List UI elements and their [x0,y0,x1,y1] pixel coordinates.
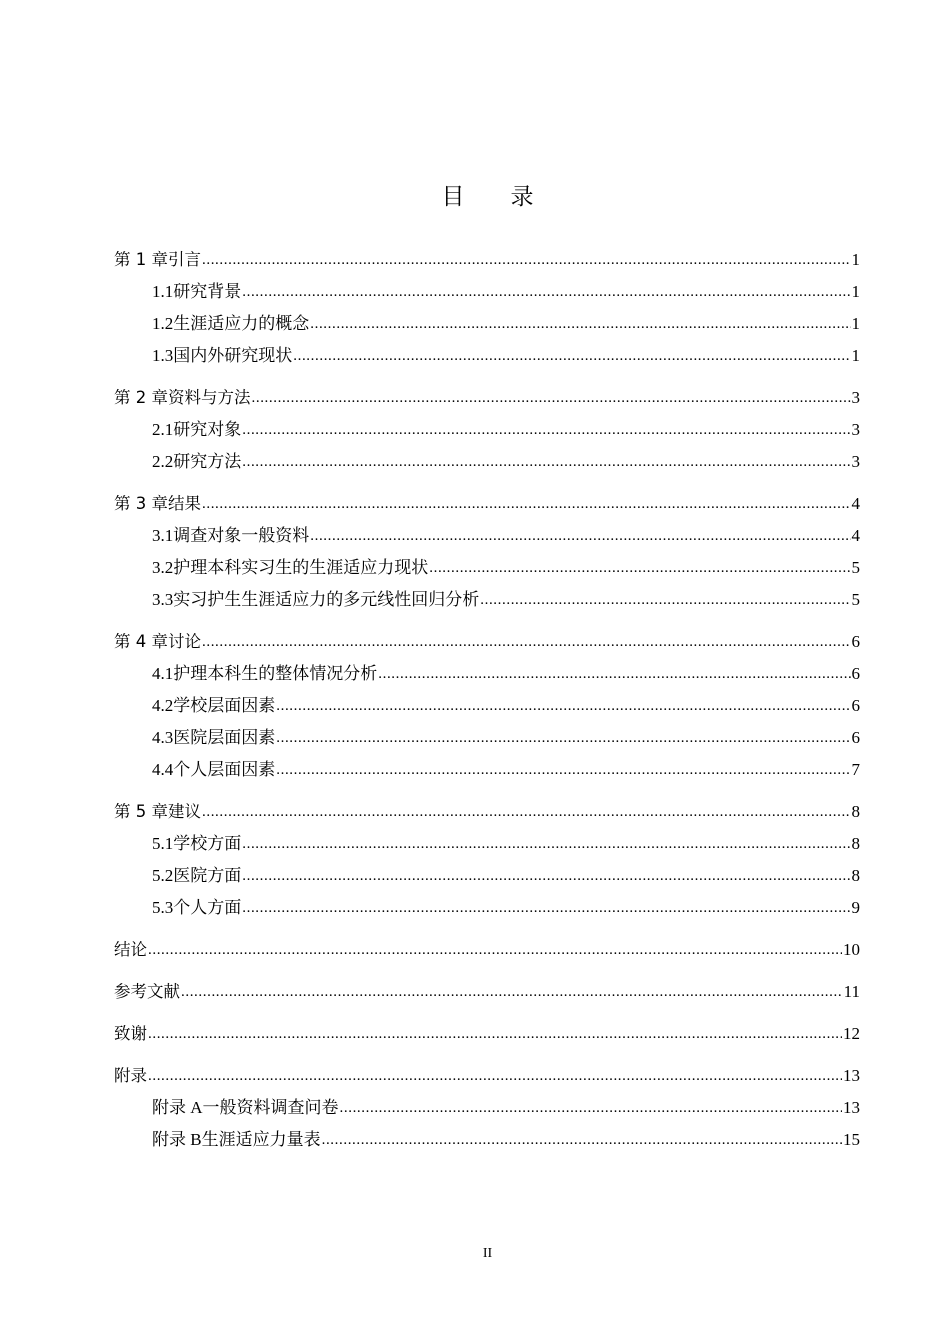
toc-section-entry[interactable] [114,690,860,722]
toc-entry-label: 引言 [168,250,201,269]
toc-entry-page-number: 7 [851,760,860,779]
toc-entry-number: 5.3 [152,898,174,917]
toc-entry-number: 附录 B [152,1130,202,1149]
dot-leader [276,722,850,754]
toc-entry-page-number: 4 [851,494,860,513]
toc-entry-number: 4.3 [152,728,174,747]
dot-leader [429,552,850,584]
toc-entry-label: 生涯适应力量表 [201,1130,321,1149]
dot-leader [148,934,842,966]
toc-entry-label: 医院方面 [173,866,242,885]
toc-section-entry[interactable] [114,520,860,552]
dot-leader [181,976,843,1008]
toc-entry-page-number: 13 [843,1066,860,1085]
title-char-2: 录 [510,184,534,209]
toc-section-entry[interactable] [114,552,860,584]
toc-entry-label: 结论 [114,940,147,959]
toc-entry-page-number: 5 [851,558,860,577]
toc-entry-number: 4.1 [152,664,174,683]
toc-entry-label: 一般资料调查问卷 [202,1098,339,1117]
page-title [0,178,950,211]
dot-leader [202,244,851,276]
dot-leader [293,340,850,372]
toc-entry-number: 3.1 [152,526,174,545]
dot-leader [480,584,850,616]
title-char-1: 目 [441,184,465,209]
dot-leader [202,488,851,520]
toc-entry-page-number: 1 [851,314,860,333]
toc-entry-number: 第 2 章 [114,388,168,407]
toc-section-entry[interactable] [114,658,860,690]
toc-entry-page-number: 15 [843,1130,860,1149]
toc-entry-label: 个人层面因素 [173,760,276,779]
toc-section-entry[interactable] [114,584,860,616]
toc-entry-page-number: 1 [851,282,860,301]
toc-section-entry[interactable] [114,1124,860,1156]
toc-entry-page-number: 8 [851,834,860,853]
toc-entry-number: 2.2 [152,452,174,471]
toc-entry-label: 讨论 [168,632,201,651]
toc-entry-page-number: 10 [843,940,860,959]
toc-entry-number: 1.1 [152,282,174,301]
toc-entry-label: 建议 [168,802,201,821]
toc-chapter-entry[interactable] [114,626,860,658]
toc-entry-label: 研究方法 [173,452,242,471]
toc-entry-number: 2.1 [152,420,174,439]
dot-leader [242,860,850,892]
table-of-contents [114,244,860,1156]
toc-entry-label: 调查对象一般资料 [173,526,310,545]
toc-entry-label: 护理本科生的整体情况分析 [173,664,378,683]
dot-leader [252,382,851,414]
toc-entry-page-number: 9 [851,898,860,917]
toc-chapter-entry[interactable] [114,382,860,414]
toc-entry-label: 结果 [168,494,201,513]
toc-entry-label: 护理本科实习生的生涯适应力现状 [173,558,429,577]
toc-section-entry[interactable] [114,414,860,446]
toc-entry-label: 个人方面 [173,898,242,917]
toc-entry-label: 参考文献 [114,982,180,1001]
toc-entry-label: 学校层面因素 [173,696,276,715]
toc-entry-label: 实习护生生涯适应力的多元线性回归分析 [173,590,480,609]
toc-chapter-entry[interactable] [114,1060,860,1092]
toc-entry-number: 附录 A [152,1098,203,1117]
dot-leader [276,754,850,786]
toc-entry-number: 4.4 [152,760,174,779]
toc-chapter-entry[interactable] [114,1018,860,1050]
toc-entry-label: 致谢 [114,1024,147,1043]
toc-section-entry[interactable] [114,892,860,924]
toc-entry-page-number: 4 [851,526,860,545]
toc-section-entry[interactable] [114,722,860,754]
toc-entry-page-number: 13 [843,1098,860,1117]
toc-section-entry[interactable] [114,446,860,478]
toc-entry-label: 国内外研究现状 [173,346,293,365]
toc-entry-number: 第 3 章 [114,494,168,513]
toc-entry-page-number: 11 [843,982,860,1001]
toc-section-entry[interactable] [114,828,860,860]
toc-entry-label: 学校方面 [173,834,242,853]
dot-leader [322,1124,842,1156]
toc-entry-label: 生涯适应力的概念 [173,314,310,333]
toc-section-entry[interactable] [114,340,860,372]
toc-entry-page-number: 6 [851,696,860,715]
toc-entry-label: 研究对象 [173,420,242,439]
toc-section-entry[interactable] [114,276,860,308]
dot-leader [310,520,850,552]
dot-leader [148,1060,842,1092]
toc-entry-page-number: 6 [851,632,860,651]
dot-leader [242,276,850,308]
toc-entry-number: 1.3 [152,346,174,365]
toc-entry-label: 资料与方法 [168,388,251,407]
toc-entry-label: 研究背景 [173,282,242,301]
toc-entry-number: 3.3 [152,590,174,609]
dot-leader [242,828,850,860]
dot-leader [276,690,850,722]
toc-entry-number: 5.1 [152,834,174,853]
dot-leader [202,796,851,828]
toc-entry-page-number: 8 [851,866,860,885]
toc-entry-label: 附录 [114,1066,147,1085]
toc-entry-page-number: 3 [851,452,860,471]
toc-entry-number: 4.2 [152,696,174,715]
toc-chapter-entry[interactable] [114,796,860,828]
toc-entry-label: 医院层面因素 [173,728,276,747]
toc-entry-number: 第 4 章 [114,632,168,651]
toc-entry-page-number: 12 [843,1024,860,1043]
toc-entry-page-number: 1 [851,346,860,365]
dot-leader [148,1018,842,1050]
dot-leader [202,626,851,658]
toc-entry-number: 3.2 [152,558,174,577]
dot-leader [310,308,850,340]
toc-entry-page-number: 3 [851,388,860,407]
dot-leader [242,446,850,478]
toc-entry-number: 1.2 [152,314,174,333]
toc-chapter-entry[interactable] [114,488,860,520]
dot-leader [242,414,850,446]
toc-chapter-entry[interactable] [114,934,860,966]
toc-entry-page-number: 6 [851,728,860,747]
toc-section-entry[interactable] [114,308,860,340]
toc-entry-number: 第 1 章 [114,250,168,269]
toc-chapter-entry[interactable] [114,976,860,1008]
toc-entry-page-number: 3 [851,420,860,439]
page-number-footer: II [482,1246,493,1261]
dot-leader [242,892,850,924]
toc-entry-page-number: 5 [851,590,860,609]
toc-section-entry[interactable] [114,860,860,892]
dot-leader [378,658,850,690]
toc-entry-page-number: 1 [851,250,860,269]
toc-entry-page-number: 8 [851,802,860,821]
toc-entry-number: 第 5 章 [114,802,168,821]
dot-leader [340,1092,842,1124]
toc-entry-page-number: 6 [851,664,860,683]
toc-section-entry[interactable] [114,754,860,786]
toc-entry-number: 5.2 [152,866,174,885]
toc-chapter-entry[interactable] [114,244,860,276]
toc-section-entry[interactable] [114,1092,860,1124]
